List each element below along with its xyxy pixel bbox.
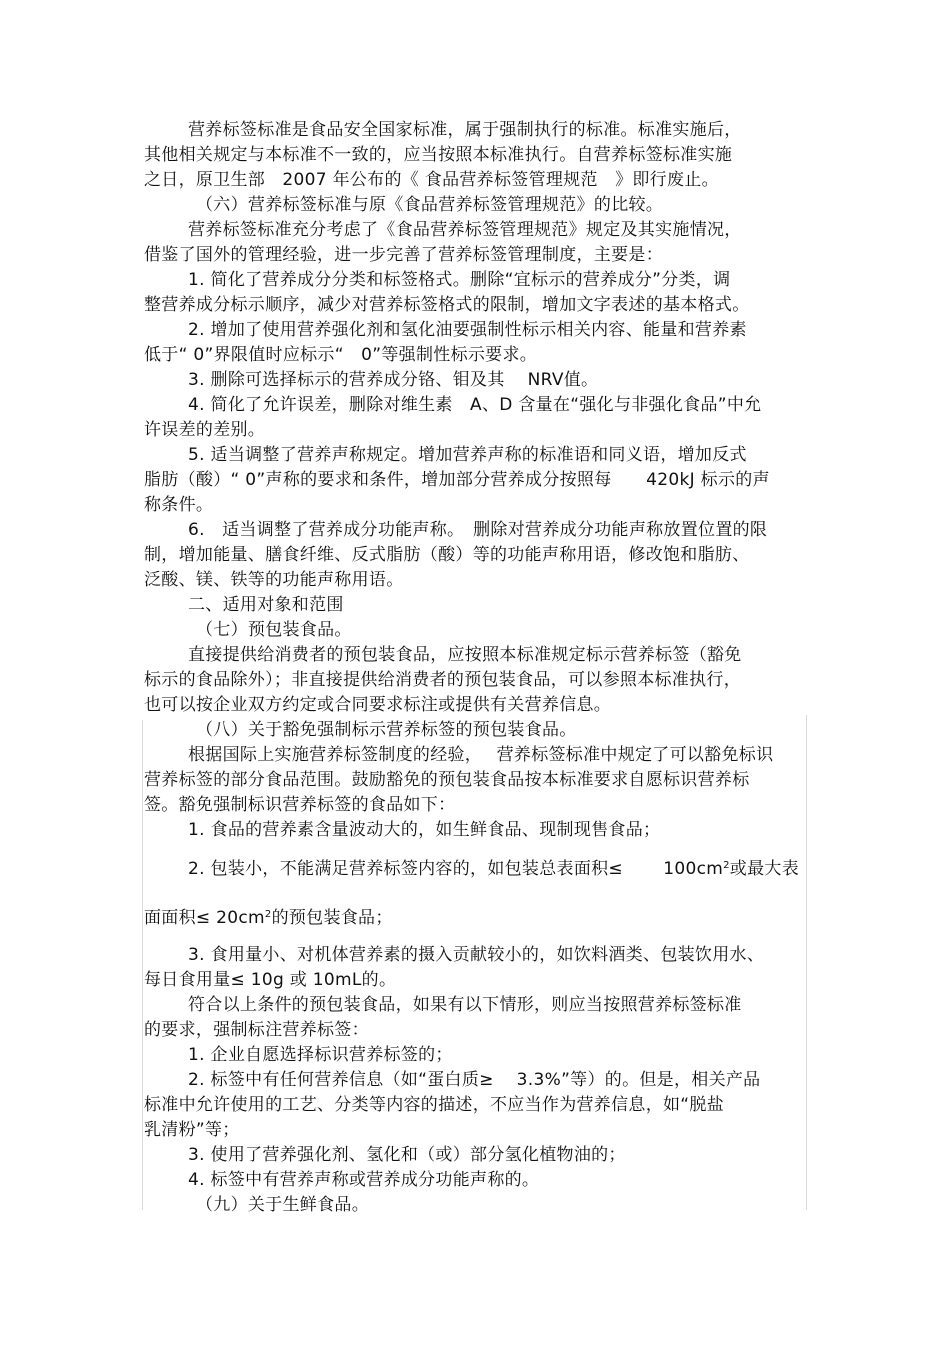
list-item: 低于“ 0”界限值时应标示“ 0”等强制性标示要求。 [144,345,538,365]
section-heading: 二、适用对象和范围 [188,595,344,615]
text-line: 标示的食品除外）；非直接提供给消费者的预包装食品，可以参照本标准执行， [144,670,741,690]
list-item: 许误差的差别。 [144,420,266,440]
text-span: 的预包装食品； [271,908,393,928]
list-item: 2. 增加了使用营养强化剂和氢化油要强制性标示相关内容、能量和营养素 [188,320,747,340]
list-item: 4. 简化了允许误差，删除对维生素 A、D 含量在“强化与非强化食品”中允 [188,395,762,415]
text-span: 或最大表 [729,859,799,879]
section-heading: （九）关于生鲜食品。 [196,1195,369,1215]
text-span: 2. 包装小，不能满足营养标签内容的，如包装总表面积≤ 100cm [188,859,724,879]
section-heading: （七）预包装食品。 [196,620,352,640]
text-line: 也可以按企业双方约定或合同要求标注或提供有关营养信息。 [144,695,612,715]
list-item: 3. 食用量小、对机体营养素的摄入贡献较小的，如饮料酒类、包装饮用水、 [188,945,765,965]
section-heading: （八）关于豁免强制标示营养标签的预包装食品。 [196,720,577,740]
list-item: 3. 删除可选择标示的营养成分铬、钼及其 NRV值。 [188,370,599,390]
text-line: 营养标签标准是食品安全国家标准，属于强制执行的标准。标准实施后， [188,120,742,140]
text-line: 符合以上条件的预包装食品，如果有以下情形，则应当按照营养标签标准 [188,995,742,1015]
list-item: 2. 标签中有任何营养信息（如“蛋白质≥ 3.3%”等）的。但是，相关产品 [188,1070,761,1090]
text-line: 直接提供给消费者的预包装食品，应按照本标准规定标示营养标签（豁免 [188,645,742,665]
superscript: 2 [723,860,730,871]
text-line: 其他相关规定与本标准不一致的，应当按照本标准执行。自营养标签标准实施 [144,145,733,165]
list-item [188,858,799,883]
text-line: 营养标签的部分食品范围。鼓励豁免的预包装食品按本标准要求自愿标识营养标 [144,770,750,790]
text-line: 签。豁免强制标识营养标签的食品如下： [144,795,456,815]
section-heading: （六）营养标签标准与原《食品营养标签管理规范》的比较。 [196,195,664,215]
list-item: 标准中允许使用的工艺、分类等内容的描述，不应当作为营养信息，如“脱盐 [144,1095,725,1115]
list-item: 6. 适当调整了营养成分功能声称。 删除对营养成分功能声称放置位置的限 [188,520,768,540]
list-item: 5. 适当调整了营养声称规定。增加营养声称的标准语和同义语，增加反式 [188,445,747,465]
list-item: 整营养成分标示顺序，减少对营养标签格式的限制，增加文字表述的基本格式。 [144,295,750,315]
text-line: 之日，原卫生部 2007 年公布的《 食品营养标签管理规范 》即行废止。 [144,170,719,190]
list-item: 制，增加能量、膳食纤维、反式脂肪（酸）等的功能声称用语，修改饱和脂肪、 [144,545,750,565]
list-item: 称条件。 [144,495,214,515]
text-line: 的要求，强制标注营养标签： [144,1020,369,1040]
list-item: 脂肪（酸）“ 0”声称的要求和条件，增加部分营养成分按照每 420kJ 标示的声 [144,470,770,490]
list-item: 3. 使用了营养强化剂、氢化和（或）部分氢化植物油的； [188,1145,626,1165]
list-item: 4. 标签中有营养声称或营养成分功能声称的。 [188,1170,540,1190]
text-line: 根据国际上实施营养标签制度的经验， 营养标签标准中规定了可以豁免标识 [188,745,774,765]
list-item: 泛酸、镁、铁等的功能声称用语。 [144,570,404,590]
left-margin-line [142,720,143,1210]
right-margin-line [806,715,807,1210]
text-span: 面面积≤ 20cm [144,908,265,928]
list-item [144,907,393,932]
superscript: 2 [264,909,272,920]
text-line: 借鉴了国外的管理经验，进一步完善了营养标签管理制度，主要是： [144,245,663,265]
list-item: 1. 简化了营养成分分类和标签格式。删除“宜标示的营养成分”分类，调 [188,270,731,290]
list-item: 1. 食品的营养素含量波动大的，如生鲜食品、现制现售食品； [188,820,661,840]
list-item: 乳清粉”等； [144,1120,240,1140]
list-item: 1. 企业自愿选择标识营养标签的； [188,1045,453,1065]
list-item: 每日食用量≤ 10g 或 10mL的。 [144,970,397,990]
text-line: 营养标签标准充分考虑了《食品营养标签管理规范》规定及其实施情况， [188,220,742,240]
